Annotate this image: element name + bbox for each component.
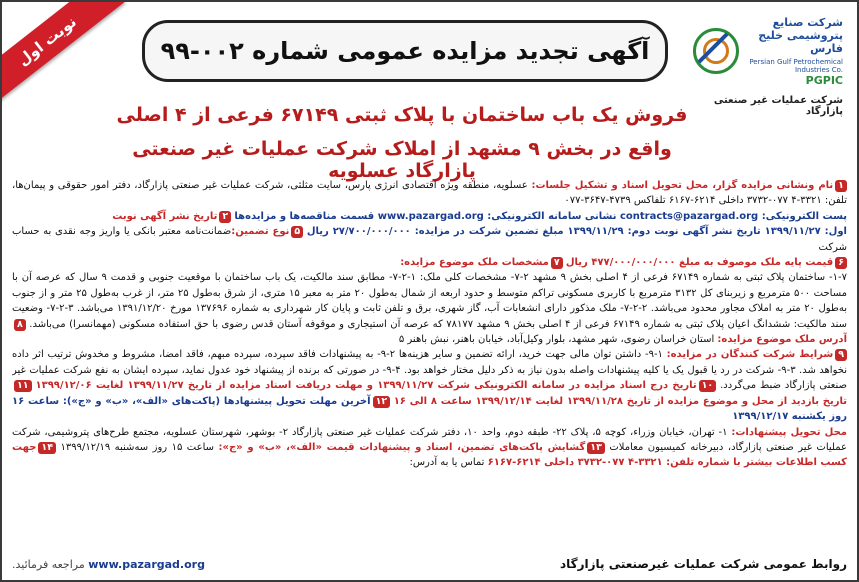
- contact-line: پست الکترونیکی: contracts@pazargad.org نشانی سامانه الکترونیکی: www.pazargad.org قسمت مناقصه‌ها و مزایده‌ها: [234, 210, 847, 222]
- subtitle-line-1: فروش یک باب ساختمان با پلاک ثبتی ۶۷۱۴۹ فرعی از ۴ اصلی: [116, 104, 688, 126]
- dates-line: اول: ۱۳۹۹/۱۱/۲۷ تاریخ نشر آگهی نوبت دوم: ۱۳۹۹/۱۱/۲۹ مبلغ تضمین شرکت در مزایده: ۲۷/۷۰۰/۰۰۰/۰۰۰ ریال: [306, 226, 847, 238]
- item-number: ۱۰: [699, 380, 717, 392]
- paragraph-2: [12, 209, 847, 224]
- item-number: ۱۲: [373, 396, 391, 408]
- logo-text: [745, 16, 843, 87]
- item-number: ۱: [835, 180, 847, 192]
- paragraph-7: [12, 425, 847, 471]
- title-box: [142, 20, 668, 82]
- public-relations-label: روابط عمومی شرکت عملیات غیرصنعتی پازارگاد: [559, 557, 847, 571]
- logo-subsidiary: شرکت عملیات غیر صنعتی پازارگاد: [713, 94, 843, 117]
- item-heading: نوع تضمین:: [231, 226, 290, 238]
- item-heading: تاریخ بازدید از محل و موضوع مزایده از تاریخ ۱۳۹۹/۱۱/۲۸ لغایت ۱۳۹۹/۱۲/۱۴ ساعت ۸ الی ۱۶: [393, 395, 847, 407]
- item-text: استان خراسان رضوی، شهر مشهد، بلوار وکیل‌آباد، خیابان باهنر، نبش باهنر ۵: [398, 334, 718, 346]
- item-heading: گشایش پاکت‌های تضمین، اسناد و پیشنهادات قیمت «الف»، «ب» و «ج»:: [218, 441, 586, 453]
- item-heading: قیمت پایه ملک موصوف به مبلغ ۴۷۷/۰۰۰/۰۰۰/۰۰۰ ریال: [565, 257, 834, 269]
- item-heading: جهت کسب اطلاعات بیشتر با شماره تلفن: ۳۳۲۱-۴ ۰۷۷-۳۷۳۲ داخلی ۶۲۱۴-۶۱۶۷: [12, 441, 847, 469]
- company-logo-block: [693, 16, 843, 116]
- website-link[interactable]: www.pazargad.org: [88, 557, 205, 571]
- paragraph-4: [12, 255, 847, 270]
- footer: [12, 554, 847, 574]
- item-number: ۲: [219, 211, 231, 223]
- logo-row: [693, 16, 843, 87]
- paragraph-1: [12, 178, 847, 209]
- refer-text: مراجعه فرمائید.: [12, 557, 85, 571]
- paragraph-3: [12, 224, 847, 255]
- item-heading: تاریخ درج اسناد مزایده در سامانه الکترونیکی شرکت ۱۳۹۹/۱۱/۲۷ و مهلت دریافت اسناد مزایده از تاریخ ۱۳۹۹/۱۱/۲۷ لغایت ۱۳۹۹/۱۲/۰۶: [35, 380, 697, 392]
- item-text: تماس یا به آدرس:: [409, 457, 488, 469]
- item-number: ۱۱: [14, 380, 32, 392]
- item-heading: تاریخ نشر آگهی نوبت: [112, 210, 218, 222]
- item-number: ۶: [835, 257, 847, 269]
- item-text: ساعت ۱۵ روز سه‌شنبه ۱۳۹۹/۱۲/۱۹: [60, 441, 219, 453]
- paragraph-5: [12, 270, 847, 347]
- item-heading: مشخصات ملک موضوع مزایده:: [400, 257, 549, 269]
- item-heading: شرایط شرکت کنندگان در مزایده:: [666, 349, 834, 361]
- item-text: ضمانت‌نامه معتبر بانکی یا واریز وجه نقدی به حساب شرکت: [12, 226, 847, 253]
- item-heading: آخرین مهلت تحویل پیشنهادها (پاکت‌های «الف»، «ب» و «ج»): ساعت ۱۶ روز یکشنبه ۱۳۹۹/۱۲/۱۷: [12, 395, 847, 423]
- item-number: ۱۴: [38, 442, 56, 454]
- logo-abbr: PGPIC: [805, 73, 843, 87]
- item-number: ۹: [835, 349, 847, 361]
- item-heading: آدرس ملک موضوع مزایده:: [717, 334, 847, 346]
- page-title: آگهی تجدید مزایده عمومی شماره ۰۰۲-۹۹: [160, 37, 650, 65]
- item-text: عسلویه، منطقه ویژه اقتصادی انرژی پارس، سایت مثلثی، شرکت عملیات غیر صنعتی پازارگاد، دفتر امور حقوقی و پیمان‌ها، تلفن: ۳۳۲۱-۴ ۰۷۷-۳۷۳۲ داخلی ۶۲۱۴-۶۱۶۷ تلفاکس ۴۷۳۹-۳۶۴۷-۰۷۷: [12, 180, 847, 207]
- item-heading: محل تحویل پیشنهادات:: [731, 426, 847, 438]
- item-number: ۱۳: [587, 442, 605, 454]
- paragraph-6: [12, 347, 847, 424]
- logo-name-en: Persian Gulf Petrochemical Industries Co.: [749, 57, 843, 74]
- logo-name-fa: شرکت صنایع پتروشیمی خلیج فارس: [758, 16, 843, 56]
- footer-link-group: [12, 558, 205, 571]
- subtitle-line-2: واقع در بخش ۹ مشهد از املاک شرکت عملیات غیر صنعتی پازارگاد عسلویه: [132, 138, 672, 182]
- property-specs-text: ۱-۷- ساختمان پلاک ثبتی به شماره ۶۷۱۴۹ فرعی از ۴ اصلی بخش ۹ مشهد ۲-۷- مشخصات کلی ملک: ۱-۲-۷- مطابق سند مالکیت، یک باب ساختمان با موقعیت جنوبی و قدمت ۹ سال که عرصه آن با مساحت ۵۰۰ مترمربع و زیربنای کل ۳۱۳۲ مترمربع با کاربری مسکونی تراکم متوسط و حدود اربعه از شمال به‌طول ۲۰ متر به معبر ۱۵ متری، از شرق به‌طول ۲۵ متر، از غرب به‌طول ۲۵ متر و از جنوب به‌طول ۲۰ متر به املاک مجاور محدود می‌باشد. ۲-۲-۷- ملک مذکور دارای انشعابات آب، گاز شهری، برق و تلفن ثابت و پایان کار شهرداری به شماره ۱۳۷۶۹۶ مورخ ۱۳۹۱/۱۲/۲۰ می‌باشد. ۳-۲-۷- وضعیت سند مالکیت: ششدانگ اعیان پلاک ثبتی به شماره ۶۷۱۴۹ فرعی از ۴ اصلی بخش ۹ مشهد ۷۸۱۷۷ که عرصه آن استیجاری و موقوفه آستان قدس رضوی با حق استفاده مسکونی (مهمانسرا) می‌باشد.: [12, 272, 847, 330]
- advertisement-body: [12, 178, 847, 556]
- item-heading: نام ونشانی مزایده گزار، محل تحویل اسناد و تشکیل جلسات:: [531, 180, 834, 191]
- pgpic-logo-icon: [693, 28, 739, 74]
- item-text: ۱- تهران، خیابان وزراء، کوچه ۵، پلاک ۲۲- طبقه دوم، واحد ۱۰، دفتر شرکت عملیات غیر صنعتی پازارگاد ۲- بوشهر، شهرستان عسلویه، مجتمع طرح‌های پتروشیمی، شرکت عملیات غیر صنعتی پازارگاد، دبیرخانه کمیسیون معاملات: [12, 426, 847, 453]
- item-text: ۱-۹- داشتن توان مالی جهت خرید، ارائه تضمین و سایر هزینه‌ها ۲-۹- به پیشنهادات فاقد سپرده، سپرده مبهم، فاقد امضا، مشروط و مخدوش ترتیب اثر داده نخواهد شد. ۳-۹- شرکت در رد یا قبول یک یا کلیه پیشنهادات واصله بدون نیاز به ذکر دلیل مختار خواهد بود. ۴-۹- در صورتی که برنده از پیشنهاد خود عدول نماید، سپرده ایشان به نفع شرکت عملیات غیر صنعتی پازارگاد ضبط می‌گردد.: [12, 349, 847, 392]
- item-number: ۵: [291, 226, 303, 238]
- item-number: ۸: [14, 319, 26, 331]
- item-number: ۷: [551, 257, 563, 269]
- first-publication-ribbon: نوبت اول: [0, 0, 124, 107]
